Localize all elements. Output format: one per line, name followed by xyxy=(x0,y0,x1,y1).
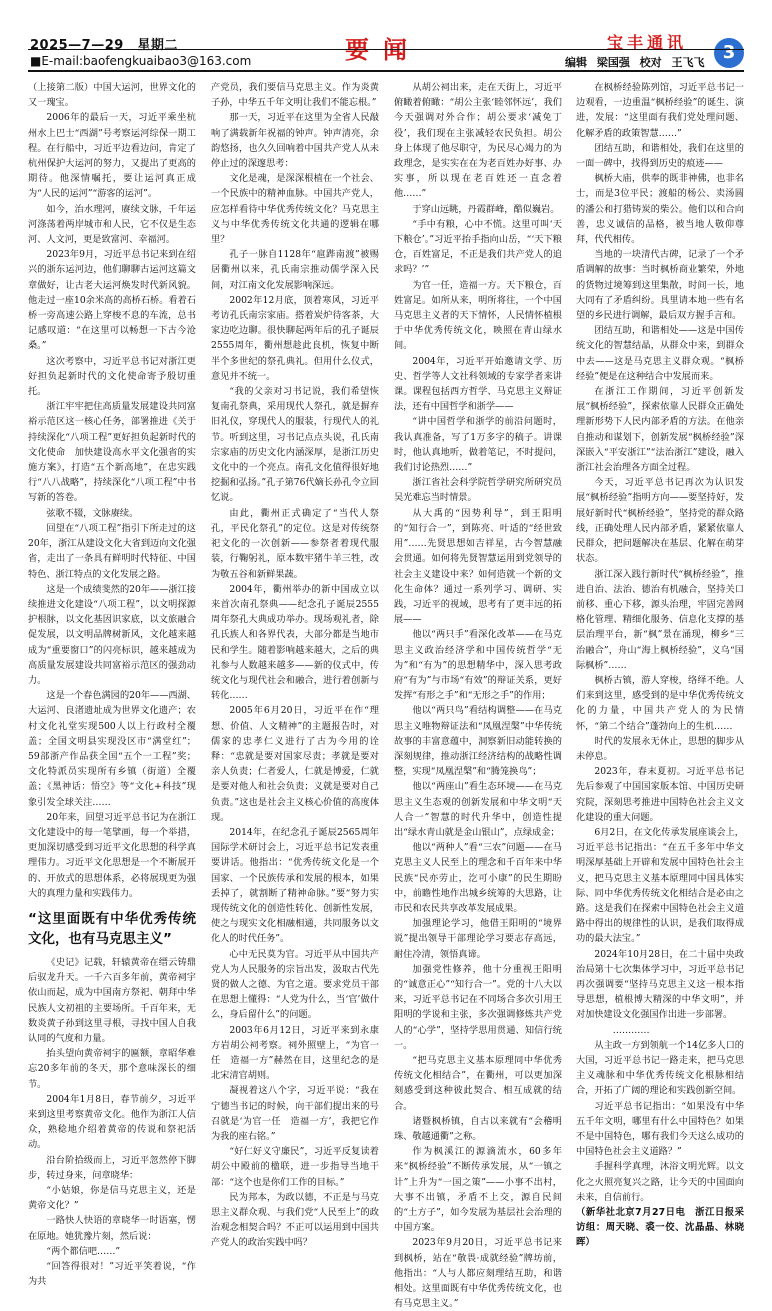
paragraph: “两个都信吧……” xyxy=(46,1245,121,1257)
paragraph: 当地的一块清代古碑，记录了一个矛盾调解的故事：当时枫桥商业繁荣，外地的货物过境筹到这里集散，时间一长，地大同有了矛盾纠纷。具里请本地一些有名望的乡民进行调解，最后双方握手言和。 xyxy=(576,249,744,322)
header-rule-bottom xyxy=(28,70,744,72)
paragraph: 产党员，我们要信马克思主义。作为炎黄子孙，中华五千年文明让我们不能忘根。” xyxy=(211,82,379,109)
paragraph: 浙江深入践行新时代“枫桥经验”，推进自治、法治、德治有机融合，坚持关口前移、重心下移，源头治理，牢固完善网格化管理、精细化服务、信息化支撑的基层治理平台，新“枫”景在涌现，柳乡“三治融合”，舟山“海上枫桥经验”，义乌“国际枫桥”…… xyxy=(576,568,744,671)
paragraph: “讲中国哲学和浙学的前沿问题时，我认真准备，写了1万多字的稿子。讲课时，他认真地听，做着笔记，不时提问，我们讨论热烈……” xyxy=(394,416,562,474)
column-4 xyxy=(576,80,744,1249)
paragraph: “手中有粮，心中不慌。这里可叫‘天下粮仓’。”习近平抬手指向山岳，“‘天下粮仓，百姓富足，不正是我们共产党人的追求吗？’” xyxy=(394,218,562,276)
source-credit: （新华社北京7月27日电 浙江日报采访组：周天晓、裘一佼、沈晶晶、林晓晖） xyxy=(576,1207,744,1249)
paragraph: 这是一个春色满园的20年——西湖、大运河、良渚遗址成为世界文化遗产；农村文化礼堂实现500人以上行政村全覆盖；全国文明县实现没区市“满堂红”；59部浙产作品获全国“五个一工程”奖；文化特派员实现所有乡镇（街道）全覆盖；《黑神话：悟空》等“文化+科技”现象引发全球关注…… xyxy=(28,690,196,808)
paragraph: 2003年6月12日，习近平来到永康方岩胡公祠考察。祠外照壁上，“为官一任 造福一方”赫然在目，这里纪念的是北宋清官胡则。 xyxy=(211,1024,379,1082)
paragraph: 民为邦本，为政以德，不正是与马克思主义群众观、与我们党“人民至上”的政治观念相契合吗？不正可以运用到中国共产党人的政治实践中吗？ xyxy=(211,1191,379,1249)
paragraph: 从大禹的“因势利导”，到王阳明的“知行合一”，到陈亮、叶适的“经世致用”……先贤思想如吉祥星，古今智慧融会贯通。如何将先贤智慧运用到党领导的社会主义建设中来？如何造就一个新的文化生命体？通过一系列学习、调研、实践，习近平的视域，思考有了更丰远的拓展—— xyxy=(394,507,562,626)
paragraph: 孔子一脉自1128年“扈跸南渡”被赐居衢州以来，孔氏南宗推动儒学深入民间，对江南文化发展影响深远。 xyxy=(211,249,379,291)
paragraph: 从主政一方到领航一个14亿多人口的大国，习近平总书记一路走来，把马克思主义魂脉和中华优秀传统文化根脉相结合，开拓了广阔的理论和实践创新空间。 xyxy=(576,1039,744,1097)
paragraph: 沿台阶拾级而上，习近平忽然停下脚步，转过身来，问章晓华： xyxy=(28,1154,196,1181)
paragraph: 2004年，习近平开始邀请文学、历史、哲学等人文社科领域的专家学者来讲课。课程包括西方哲学、马克思主义辩证法，还有中国哲学和浙学—— xyxy=(394,355,562,413)
paragraph: 2023年，春末夏初。习近平总书记先后参观了中国国家版本馆、中国历史研究院，深刻思考推进中国特色社会主义文化建设的重大问题。 xyxy=(576,766,744,823)
paragraph: 为官一任，造福一方。天下粮仓，百姓富足。如所从来，明所将往，一个中国马克思主义者的天下情怀，人民情怀植根于中华优秀传统文化，映照在青山绿水间。 xyxy=(394,279,562,352)
paragraph: 在枫桥经验陈列馆，习近平总书记一边观看，一边重温“枫桥经验”的诞生、演进，发展：“这里面有我们党处理问题、化解矛盾的政策智慧……” xyxy=(576,82,744,139)
article-body xyxy=(28,80,744,1310)
paragraph: 他以“两只手”看深化改革——在马克思主义政治经济学和中国传统哲学“无为”和“有为”的思想精华中，深入思考政府“有为”与市场“有效”的辩证关系，更好发挥“有形之手”和“无形之手”的作用； xyxy=(394,629,562,702)
paragraph: 他以“两只鸟”看结构调整——在马克思主义唯物辩证法和“凤凰涅槃”中华传统故事的丰富意蕴中，洞察新旧动能转换的深刻规律，推动浙江经济结构的战略性调整，实现“凤凰涅槃”和“腾笼换鸟”； xyxy=(394,705,562,778)
paragraph: 2004年，衢州举办的新中国成立以来首次南孔祭典——纪念孔子诞辰2555周年祭孔大典成功举办。现场观礼者，除孔氏族人和各界代表，大部分都是当地市民和学生。随着影响越来越大，之后的典礼参与人数越来越多——新的仪式中，传统文化与现代社会和融合，进行着创新与转化…… xyxy=(211,583,379,702)
paragraph: “把马克思主义基本原理同中华优秀传统文化相结合”，在衢州，可以更加深刻感受到这种彼此契合、相互成就的结合。 xyxy=(394,1055,562,1112)
newspaper-brand: 宝丰通讯 xyxy=(607,33,688,52)
paragraph: 2002年12月底，顶着寒风，习近平考访孔氏南宗家庙。搭着炭炉待客茶，大家边吃边聊。很快聊起两年后的孔子诞辰2555周年，衢州想趁此良机，恢复中断半个多世纪的祭孔典礼。但用什么仪式，意见并不统一。 xyxy=(211,294,379,382)
paragraph: 2006年的最后一天，习近平乘坐杭州水上巴士“西湖”号考察运河综保一期工程。在行船中，习近平边看边问，肯定了杭州保护大运河的努力，又提出了更高的期待。他深情嘱托，要让运河真正成为“人民的运河”“游客的运河”。 xyxy=(28,112,196,200)
paragraph: 2023年9月20日，习近平总书记来到枫桥，站在“敬畏·成就经验”牌坊前，他指出：“人与人都应刻理结互助，和谐相处。这里面既有中华优秀传统文化，也有马克思主义。” xyxy=(394,1237,562,1310)
paragraph: 加强党性修养，他十分重视王阳明的“诚意正心”“知行合一”。党的十八大以来，习近平总书记在不同场合多次引用王阳明的学说和主张，多次强调修炼共产党人的“心学”，坚持学思用贯通、知信行统一。 xyxy=(394,963,562,1051)
paragraph: 浙江牢牢把住高质量发展建设共同富裕示范区这一核心任务，部署推进《关于持续深化“八项工程”更好担负起新时代的文化使命 加快建设高水平文化强省的实施方案》，打造“五个新高地”，在忠实践行“八八战略”，持续深化“八项工程”中书写新的答卷。 xyxy=(28,401,196,504)
paragraph: 诸暨枫桥镇，自古以来就有“会稽明珠、敬越通衢”之称。 xyxy=(394,1115,562,1143)
section-title: 要闻 xyxy=(345,36,421,64)
column-1 xyxy=(28,80,196,1288)
paragraph: 心中无民莫为官。习近平从中国共产党人为人民服务的宗旨出发，汲取古代先贤的做人之德、为官之道。要求党员干部在思想上懂得：“人党为什么，当‘官’做什么，身后留什么”的问题。 xyxy=(211,948,379,1021)
paragraph: 从胡公祠出来，走在天街上，习近平俯瞰着俯瞰：“胡公主张‘睦邻怀远’，我们今天强调对外合作；胡公要求‘减免丁役’，我们现在主张减轻农民负担。胡公身上体现了他尽职守，为民尽心竭力的为政理念，是实实在在为老百姓办好事、办实事，所以现在老百姓还一直念着他……” xyxy=(394,82,562,200)
paragraph: “我的父亲对习书记说，我们希望恢复南孔祭典，采用现代人祭孔，就是摒弃旧礼仪，穿现代人的服装，行现代人的礼节。听到这里，习书记点点头说，孔氏南宗家庙的历史文化内涵深厚，是浙江历史文化中的一个亮点。南孔文化值得很好地挖掘和弘扬。”孔子第76代嫡长孙孔令立回忆说。 xyxy=(211,386,379,504)
paragraph: 20年来，回望习近平总书记为在浙江文化建设中的每一笔擘画，每一个举措，更加深切感受到习近平文化思想的科学真理伟力。习近平文化思想是一个不断展开的、开放式的思想体系，必将展现更为强大的真理力量和实践伟力。 xyxy=(28,811,196,899)
paragraph: 回望在“八项工程”指引下所走过的这20年，浙江从建设文化大省到迈向文化强省，走出了一条具有鲜明时代特征、中国特色、浙江特点的文化发展之路。 xyxy=(28,522,196,580)
paragraph: “小姑娘，你是信马克思主义，还是黄帝文化？” xyxy=(28,1185,196,1212)
section-break: ………… xyxy=(612,1024,650,1036)
paragraph: 今天，习近平总书记再次为认识发展“枫桥经验”指明方向——要坚持好，发展好新时代“枫桥经验”，坚持党的群众路线，正确处理人民内部矛盾，紧紧依靠人民群众，把问题解决在基层、化解在萌芽状态。 xyxy=(576,477,744,565)
paragraph: 这次考察中，习近平总书记对浙江更好担负起新时代的文化使命寄予殷切重托。 xyxy=(28,355,196,398)
paragraph: 2014年，在纪念孔子诞辰2565周年国际学术研讨会上，习近平总书记发表重要讲话。他指出：“优秀传统文化是一个国家、一个民族传承和发展的根本，如果丢掉了，就割断了精神命脉。”要“努力实现传统文化的创造性转化、创新性发展，使之与现实文化相融相通，共同服务以文化人的时代任务”。 xyxy=(211,826,379,945)
paragraph: 团结互助，和谐相处——这是中国传统文化的智慧结晶，从群众中来，到群众中去——这是马克思主义群众观。“枫桥经验”便是在这种结合中发展而来。 xyxy=(576,325,744,382)
paragraph: 团结互助，和谐相处，我们在这里的一面一碑中，找得到历史的痕迹—— xyxy=(576,142,744,170)
paragraph: 这是一个成绩斐然的20年——浙江接续推进文化建设“八项工程”，以文明探源护根脉，以文化基因识家底，以文旅融合促发展，以文明品牌树新风，文化越来越成为“重要窗口”的闪亮标识，越来越成为高质量发展建设共同富裕示范区的强劲动力。 xyxy=(28,583,196,686)
paragraph: （上接第二版）中国大运河，世界文化的又一瑰宝。 xyxy=(28,82,196,109)
paragraph: 凝视着这八个字，习近平说：“我在宁德当书记的时候，向干部们提出来的号召就是‘为官一任 造福一方’，我把它作为我的座右铭。” xyxy=(211,1085,379,1143)
paragraph: 2024年10月28日，在二十届中央政治局第十七次集体学习中，习近平总书记再次强调要“坚持马克思主义这一根本指导思想，植根博大精深的中华文明”，并对加快建设文化强国作出进一步部署。 xyxy=(576,948,744,1021)
paragraph: 枫桥大庙，供奉的既非神佛，也非名士，而是3位平民；渡船的杨公、卖汤圆的潘公和打猎铸炭的柴公。他们以和合向善，忠义诚信的品格，被当地人敬仰尊拜，代代相传。 xyxy=(576,173,744,246)
column-2 xyxy=(211,80,379,1249)
paragraph: 加强理论学习，他借王阳明的“境界说”提出领导干部理论学习要志存高远，耐住冷清，领悟真谛。 xyxy=(394,918,562,960)
paragraph: 文化是魂，是深深根植在一个社会、一个民族中的精神血脉。中国共产党人，应怎样看待中华优秀传统文化？马克思主义与中华优秀传统文化共通的逻辑在哪里？ xyxy=(211,173,379,246)
paragraph: 枫桥古镇，游人穿梭，络绎不绝。人们来到这里，感受到的是中华优秀传统文化的力量，中国共产党人的为民情怀，“第二个结合”蓬勃向上的生机…… xyxy=(576,674,744,732)
paragraph: 《史记》记载，轩辕黄帝在缙云铸鼎后驭龙升天。一千六百多年前，黄帝祠宇依山而起，成为中国南方祭祀、朝拜中华民族人文初祖的主要场所。千百年来，无数炎黄子孙到这里寻根，寻找中国人自我认同的气度和力量。 xyxy=(28,956,196,1044)
editor-credits: 编辑 梁国强 校对 王飞飞 xyxy=(565,56,705,69)
column-3 xyxy=(394,80,562,1310)
paragraph: “好仁好义守廉民”，习近平反复读着胡公中殿前的楹联，进一步指导当地干部：“这个也是你们工作的目标。” xyxy=(211,1146,379,1188)
paragraph: 由此，衢州正式确定了“当代人祭孔，平民化祭孔”的定位。这是对传统祭祀文化的一次创新——参祭者着现代服装，行鞠躬礼，原本数牢猪牛羊三牲，改为敬五谷和新鲜果蔬。 xyxy=(211,507,379,580)
paragraph: 于穿山远眺，丹霞群峰，酷似巍岩。 xyxy=(412,203,560,215)
paragraph: 弦歌不辍，文脉赓续。 xyxy=(46,507,139,519)
paragraph: 习近平总书记指出：“如果没有中华五千年文明，哪里有什么中国特色？如果不是中国特色，哪有我们今天这么成功的中国特色社会主义道路？” xyxy=(576,1100,744,1158)
contact-email: ■E-mail:baofengkuaibao3@163.com xyxy=(30,54,252,68)
paragraph: 浙江省社会科学院哲学研究所研究员吴光难忘当时情景。 xyxy=(394,477,562,504)
paragraph: 一路快人快语的章晓华一时语塞，愣在原地。她犹豫片刻，然后说： xyxy=(28,1215,196,1242)
paragraph: 抬头望向黄帝祠宇的匾额，章昭华难忘20多年前的冬天，那个意味深长的细节。 xyxy=(28,1048,196,1090)
paragraph: 在浙江工作期间，习近平创新发展“枫桥经验”，探索依靠人民群众正确处理新形势下人民内部矛盾的方法。在他亲自推动和谋划下，创新发展“枫桥经验”深深嵌入“平安浙江”“法治浙江”建设，融入浙江社会治理各方面全过程。 xyxy=(576,386,744,474)
paragraph: 时代的发展永无休止，思想的脚步从未停息。 xyxy=(576,735,744,762)
subheading: “这里面既有中华优秀传统文化，也有马克思主义” xyxy=(28,910,196,947)
header-rule-top xyxy=(28,49,744,50)
paragraph: 他以“两种人”看“三农”问题——在马克思主义人民至上的理念和千百年来中华民族“民亦劳止，汔可小康”的民生期盼中，前瞻性地作出城乡统筹的大思路，让市民和农民共享改革发展成果。 xyxy=(394,842,562,914)
page-header xyxy=(0,0,772,70)
paragraph: 2023年9月，习近平总书记来到在绍兴的浙东运河边，他们聊聊古运河这篇文章做好，让古老大运河焕发时代新风貌。他走过一座10余米高的高桥石桥。看着石桥一旁高速公路上穿梭不息的车流，总书记感叹道：“在这里可以畅想一下古今沧桑。” xyxy=(28,249,196,352)
paragraph: “回答得很对！”习近平笑着说，“作为共 xyxy=(28,1261,196,1288)
paragraph: 手握科学真理，沐浴文明光辉。以文化之火照亮复兴之路，让今天的中国面向未来，自信前行。 xyxy=(576,1161,744,1203)
paragraph: 6月2日，在文化传承发展座谈会上，习近平总书记指出：“在五千多年中华文明深厚基础上开辟和发展中国特色社会主义，把马克思主义基本原理同中国具体实际、同中华优秀传统文化相结合是必由之路。这是我们在探索中国特色社会主义道路中得出的规律性的认识，是我们取得成功的最大法宝。” xyxy=(576,826,744,945)
page-number-badge: 3 xyxy=(714,38,744,68)
paragraph: 如今，治水理河，赓续文脉，千年运河涤荡着两岸城市和人民，它不仅是生态河、人文河，更是致富河、幸福河。 xyxy=(28,203,196,246)
paragraph: 那一天，习近平在这里为全省人民敲响了满载新年祝福的钟声。钟声清亮，余韵悠扬，也久久回响着中国共产党人从未停止过的深邃思考： xyxy=(211,112,379,170)
paragraph: 2004年1月8日，春节前夕，习近平来到这里考察黄帝文化。他作为浙江人信众，熟稔地介绍着黄帝的传说和祭祀活动。 xyxy=(28,1093,196,1151)
paragraph: 作为枫溪江的源滴流水，60多年来“枫桥经验”不断传承发展，从“一镇之计”上升为“一国之策”——小事不出村，大事不出镇，矛盾不上交，源自民间的“土方子”，如今发展为基层社会治理的中国方案。 xyxy=(394,1146,562,1234)
paragraph: 2005年6月20日，习近平在作“理想、价值、人文精神”的主题报告时，对儒家的忠孝仁义进行了古为今用的诠释：“忠就是要对国家尽责；孝就是要对亲人负责；仁者爱人，仁就是博爱，仁就是要对他人和社会负责；义就是要对自己负责。”这也是社会主义核心价值的高度体现。 xyxy=(211,705,379,823)
issue-date: 2025—7—29 星期二 xyxy=(30,38,178,53)
paragraph: 他以“两座山”看生态环境——在马克思主义生态观的创新发展和中华文明“天人合一”智慧的时代升华中，创造性提出“绿水青山就是金山银山”，点绿成金； xyxy=(394,781,562,838)
